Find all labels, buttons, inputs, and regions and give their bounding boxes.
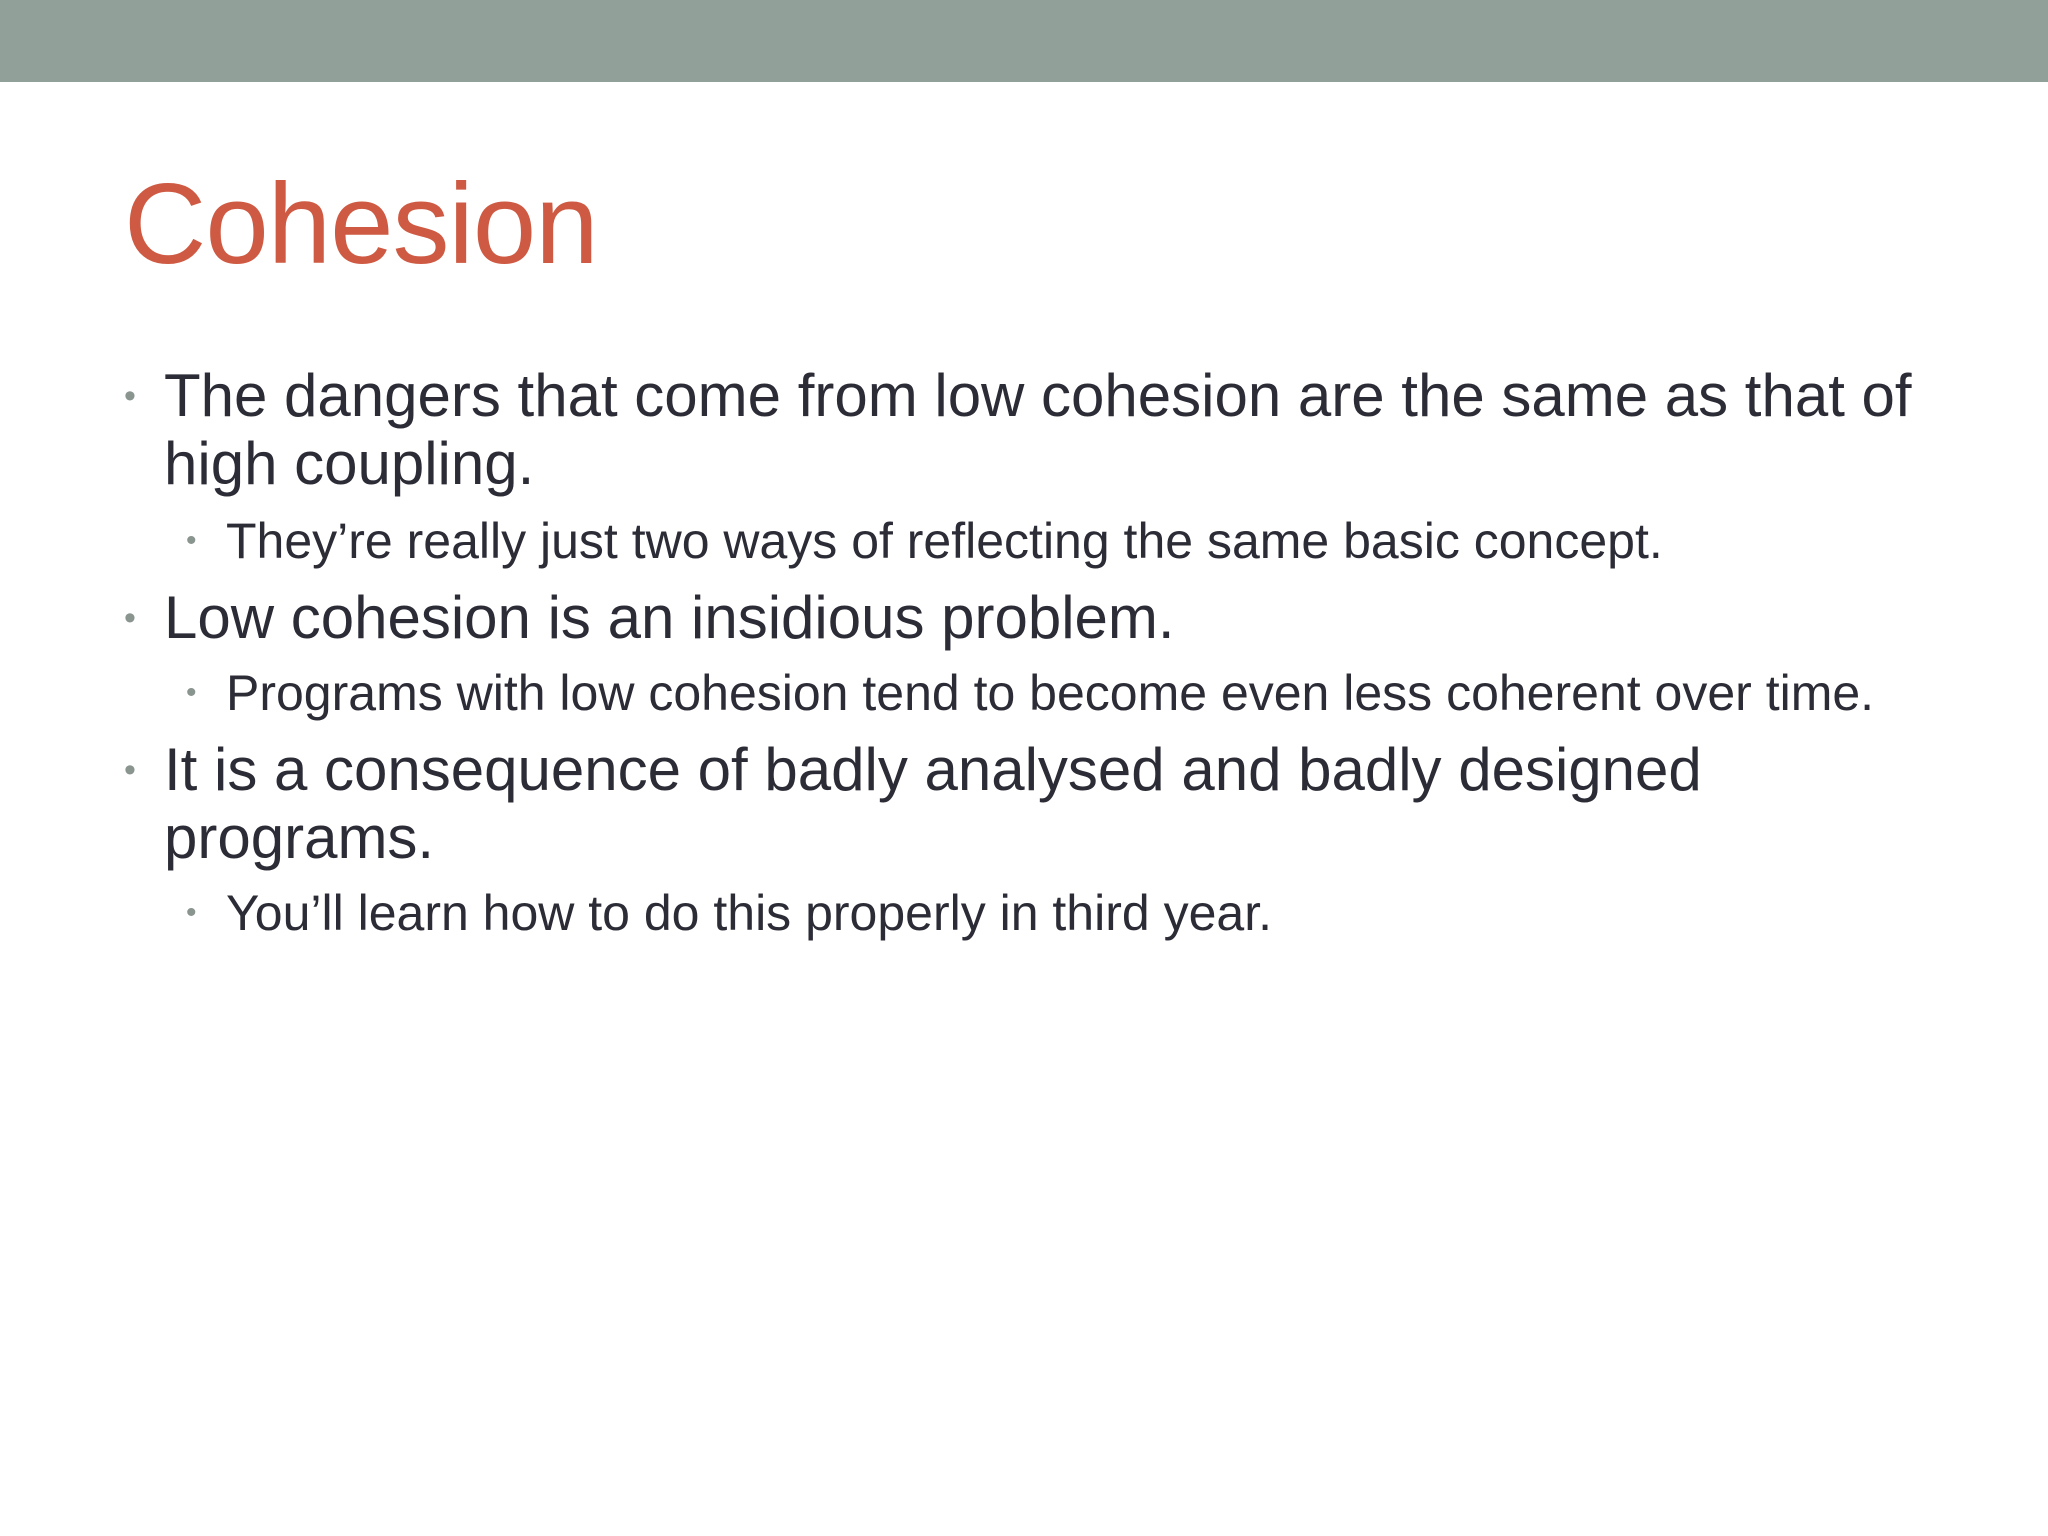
sub-bullet-text: They’re really just two ways of reflecting the same basic concept. <box>226 513 1663 569</box>
bullet-item <box>124 362 1924 498</box>
slide-title: Cohesion <box>124 161 598 288</box>
bullet-icon: • <box>186 896 197 929</box>
bullet-text: Low cohesion is an insidious problem. <box>164 584 1175 651</box>
bullet-icon: • <box>186 676 197 709</box>
sub-bullet-text: You’ll learn how to do this properly in third year. <box>226 885 1272 941</box>
bullet-icon: • <box>124 751 136 789</box>
sub-bullet-item <box>186 664 1946 722</box>
bullet-text: It is a consequence of badly analysed and badly designed programs. <box>164 736 1702 871</box>
bullet-icon: • <box>186 524 197 557</box>
sub-bullet-text: Programs with low cohesion tend to become even less coherent over time. <box>226 665 1875 721</box>
bullet-list <box>124 362 1924 942</box>
bullet-item <box>124 736 1924 872</box>
bullet-icon: • <box>124 599 136 637</box>
bullet-icon: • <box>124 377 136 415</box>
header-bar <box>0 0 2048 82</box>
sub-bullet-item <box>186 512 1924 570</box>
bullet-text: The dangers that come from low cohesion are the same as that of high coupling. <box>164 362 1912 497</box>
sub-bullet-item <box>186 884 1924 942</box>
bullet-item <box>124 584 1924 652</box>
